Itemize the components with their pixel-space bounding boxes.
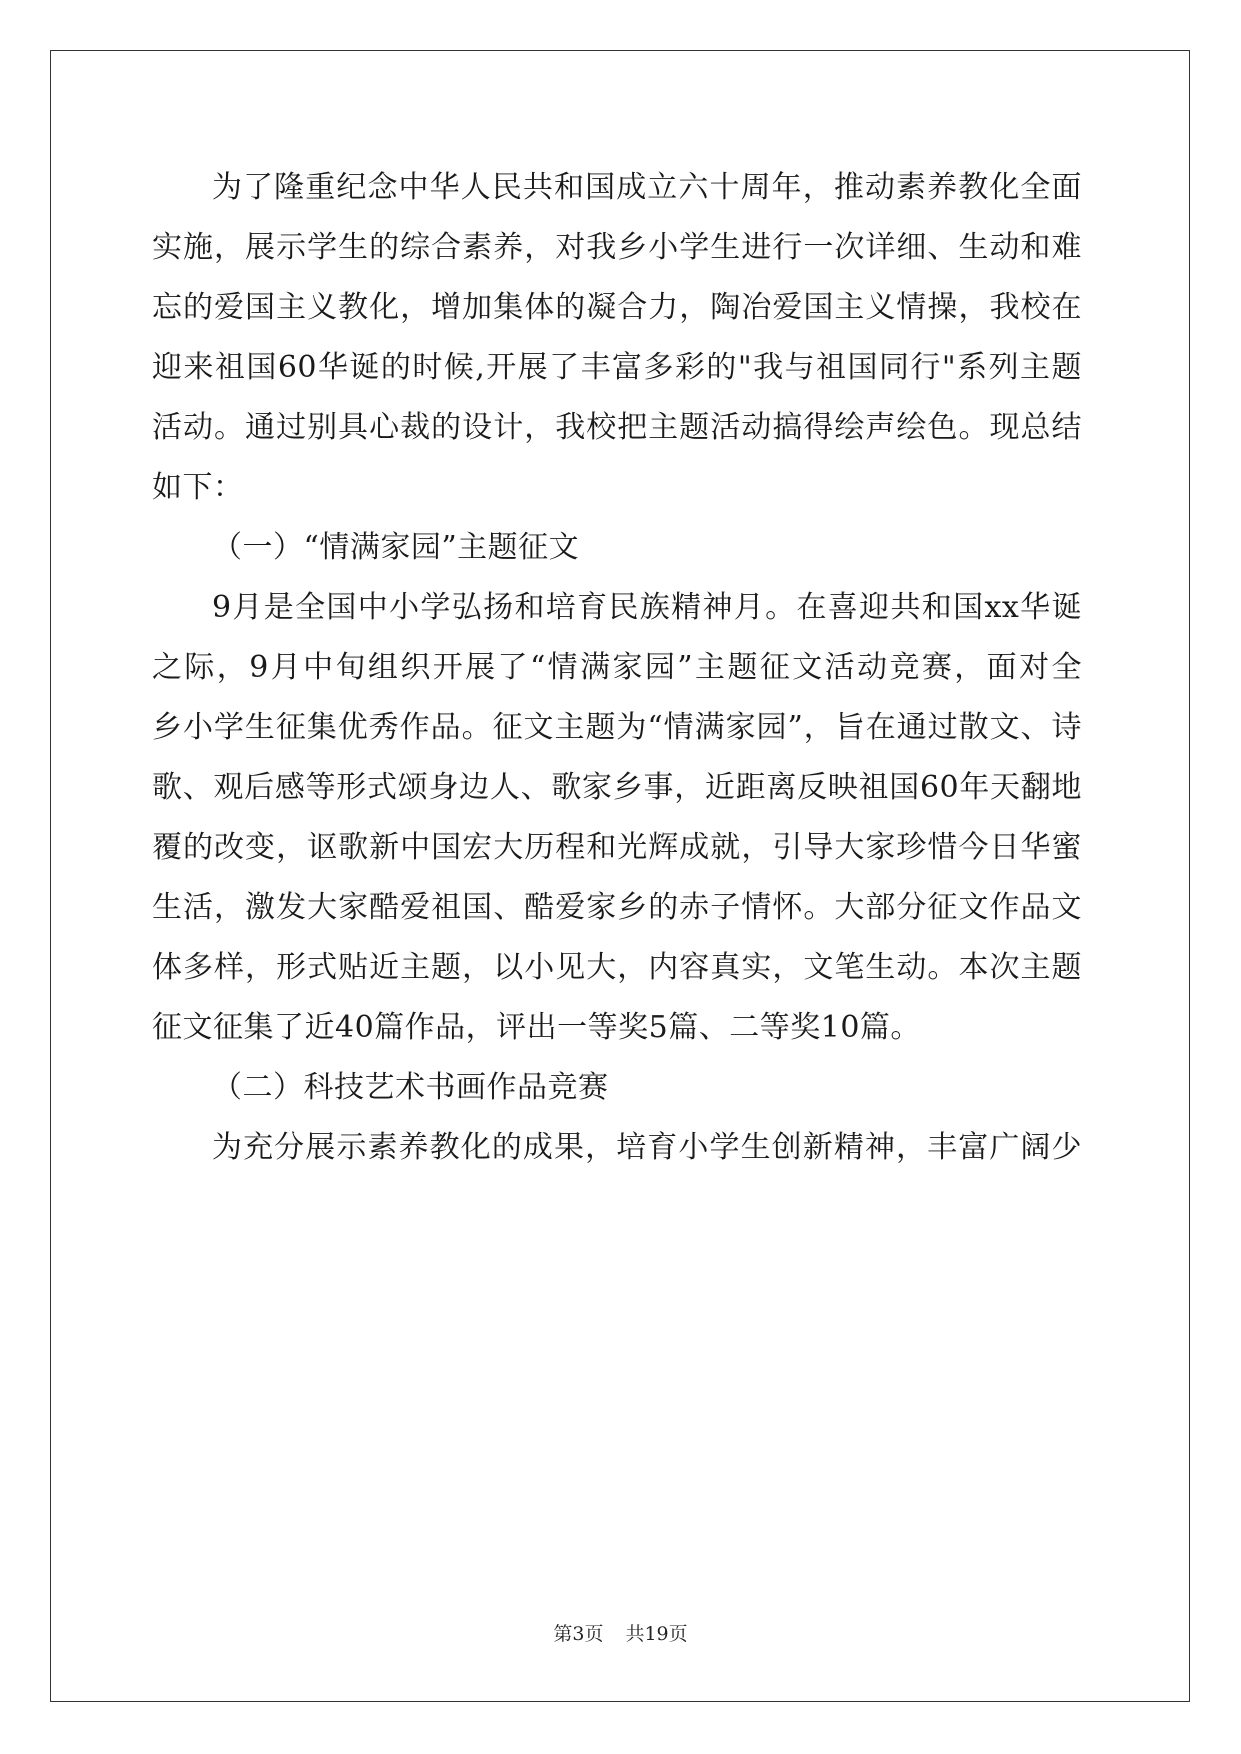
paragraph-line: 生活，激发大家酷爱祖国、酷爱家乡的赤子情怀。大部分征文作品文 bbox=[152, 890, 1082, 925]
paragraph-line: 实施，展示学生的综合素养，对我乡小学生进行一次详细、生动和难 bbox=[152, 230, 1082, 265]
paragraph-line: 如下： bbox=[152, 470, 244, 505]
paragraph-line: 为了隆重纪念中华人民共和国成立六十周年，推动素养教化全面 bbox=[212, 170, 1082, 205]
page-number: 第3页 bbox=[553, 1623, 604, 1645]
page-footer bbox=[0, 1622, 1241, 1646]
paragraph-line: 覆的改变，讴歌新中国宏大历程和光辉成就，引导大家珍惜今日华蜜 bbox=[152, 830, 1082, 865]
paragraph-line: 迎来祖国60华诞的时候,开展了丰富多彩的"我与祖国同行"系列主题 bbox=[152, 350, 1082, 385]
paragraph-line: 歌、观后感等形式颂身边人、歌家乡事，近距离反映祖国60年天翻地 bbox=[152, 770, 1082, 805]
paragraph-line: 为充分展示素养教化的成果，培育小学生创新精神，丰富广阔少 bbox=[212, 1130, 1082, 1165]
section-heading: （一）“情满家园”主题征文 bbox=[212, 530, 580, 565]
paragraph-line: 忘的爱国主义教化，增加集体的凝合力，陶冶爱国主义情操，我校在 bbox=[152, 290, 1082, 325]
paragraph-line: 9月是全国中小学弘扬和培育民族精神月。在喜迎共和国xx华诞 bbox=[212, 590, 1082, 625]
section-heading: （二）科技艺术书画作品竞赛 bbox=[212, 1070, 609, 1105]
paragraph-line: 之际，9月中旬组织开展了“情满家园”主题征文活动竞赛，面对全 bbox=[152, 650, 1082, 685]
paragraph-line: 体多样，形式贴近主题，以小见大，内容真实，文笔生动。本次主题 bbox=[152, 950, 1082, 985]
paragraph-line: 乡小学生征集优秀作品。征文主题为“情满家园”，旨在通过散文、诗 bbox=[152, 710, 1082, 745]
paragraph-line: 征文征集了近40篇作品，评出一等奖5篇、二等奖10篇。 bbox=[152, 1010, 921, 1045]
paragraph-line: 活动。通过别具心裁的设计，我校把主题活动搞得绘声绘色。现总结 bbox=[152, 410, 1082, 445]
page-total: 共19页 bbox=[625, 1623, 688, 1645]
